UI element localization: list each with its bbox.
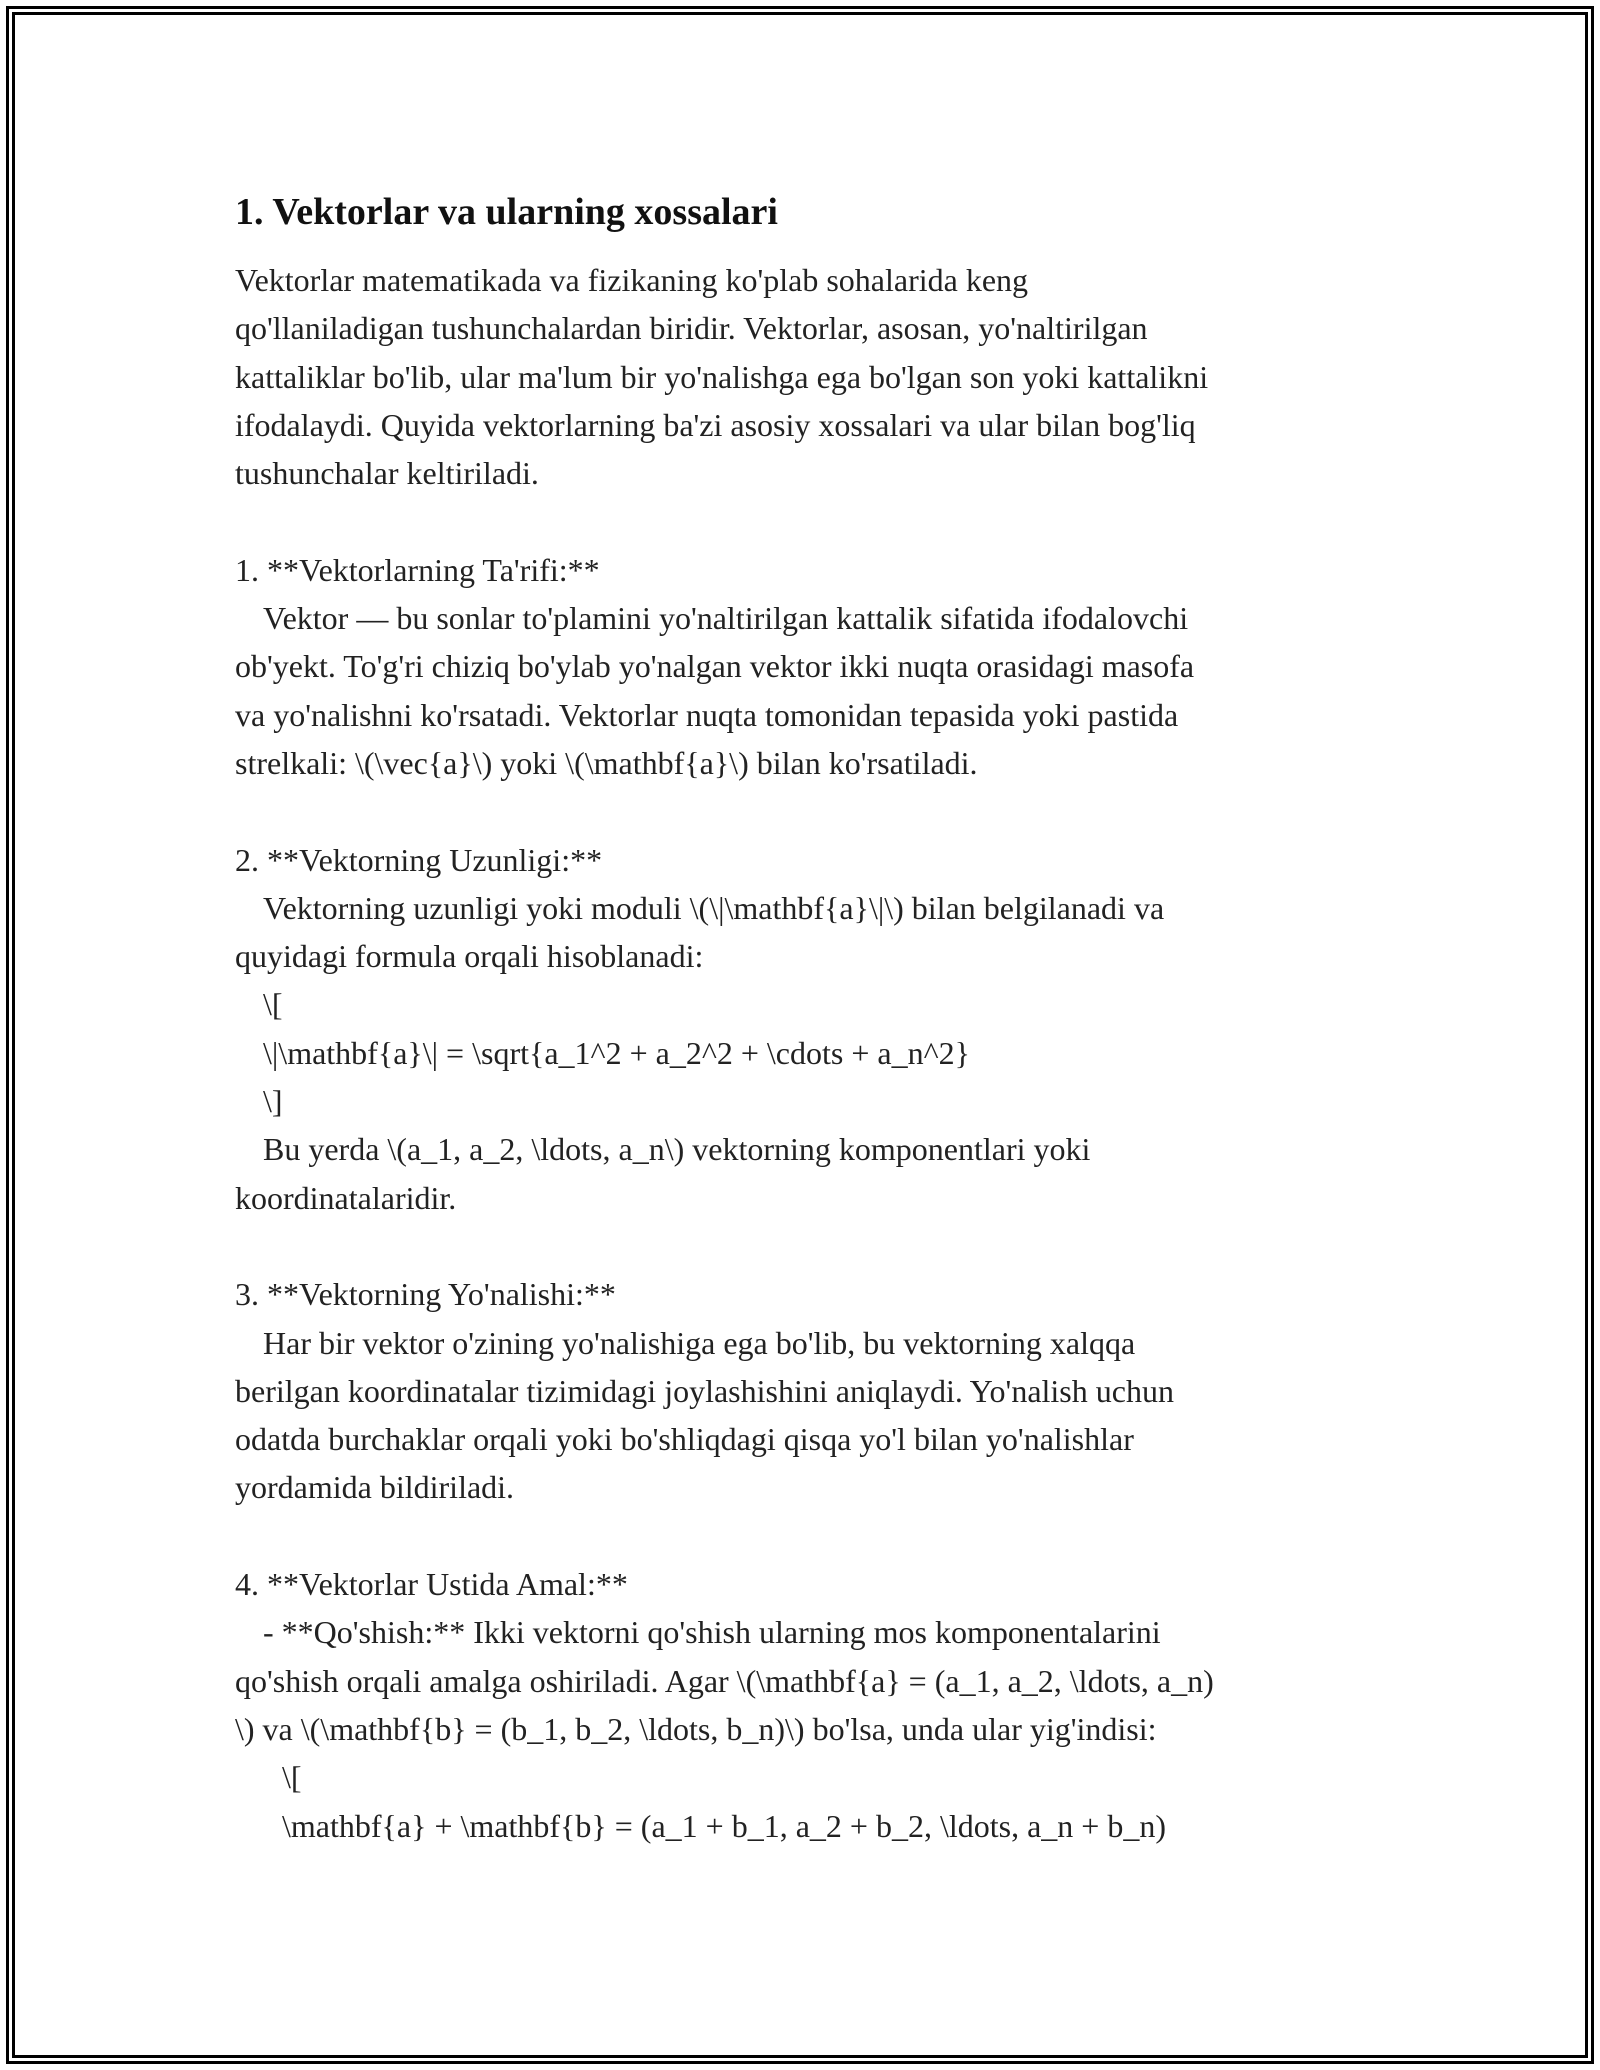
formula-open: \[ bbox=[282, 1759, 302, 1796]
section-line: berilgan koordinatalar tizimidagi joylashishini aniqlaydi. Yo'nalish uchun bbox=[235, 1372, 1174, 1409]
section-line: yordamida bildiriladi. bbox=[235, 1469, 515, 1506]
section-heading: 3. **Vektorning Yo'nalishi:** bbox=[235, 1276, 616, 1313]
section-line: va yo'nalishni ko'rsatadi. Vektorlar nuqta tomonidan tepasida yoki pastida bbox=[235, 696, 1179, 733]
paragraph-spacer bbox=[235, 787, 1375, 835]
intro-line: Vektorlar matematikada va fizikaning ko'plab sohalarida keng bbox=[235, 262, 1029, 298]
section-heading: 4. **Vektorlar Ustida Amal:** bbox=[235, 1566, 628, 1603]
section-line: Har bir vektor o'zining yo'nalishiga ega bo'lib, bu vektorning xalqqa bbox=[263, 1324, 1136, 1361]
section-line: ob'yekt. To'g'ri chiziq bo'ylab yo'nalgan vektor ikki nuqta orasidagi masofa bbox=[235, 648, 1195, 685]
formula-close: \] bbox=[263, 1083, 283, 1120]
section-line: quyidagi formula orqali hisoblanadi: bbox=[235, 938, 704, 975]
intro-line: qo'llaniladigan tushunchalardan biridir. Vektorlar, asosan, yo'naltirilgan bbox=[235, 310, 1148, 347]
document-title: 1. Vektorlar va ularning xossalari bbox=[235, 191, 778, 233]
section-line: strelkali: \(\vec{a}\) yoki \(\mathbf{a}\) bilan ko'rsatiladi. bbox=[235, 744, 978, 781]
intro-line: ifodalaydi. Quyida vektorlarning ba'zi asosiy xossalari va ular bilan bog'liq bbox=[235, 406, 1196, 443]
section-line: Bu yerda \(a_1, a_2, \ldots, a_n\) vektorning komponentlari yoki bbox=[263, 1131, 1091, 1168]
paragraph-spacer bbox=[235, 497, 1375, 545]
section-heading: 2. **Vektorning Uzunligi:** bbox=[235, 841, 603, 878]
formula-line: \|\mathbf{a}\| = \sqrt{a_1^2 + a_2^2 + \cdots + a_n^2} bbox=[263, 1034, 970, 1071]
section-line: Vektorning uzunligi yoki moduli \(\|\mathbf{a}\|\) bilan belgilanadi va bbox=[263, 889, 1165, 926]
paragraph-spacer bbox=[235, 1512, 1375, 1560]
formula-open: \[ bbox=[263, 986, 283, 1023]
section-line: qo'shish orqali amalga oshiriladi. Agar \(\mathbf{a} = (a_1, a_2, \ldots, a_n) bbox=[235, 1662, 1214, 1699]
section-line: koordinatalaridir. bbox=[235, 1179, 457, 1216]
intro-line: tushunchalar keltiriladi. bbox=[235, 455, 539, 492]
section-heading: 1. **Vektorlarning Ta'rifi:** bbox=[235, 551, 600, 588]
section-line: - **Qo'shish:** Ikki vektorni qo'shish ularning mos komponentalarini bbox=[263, 1614, 1161, 1651]
section-line: Vektor — bu sonlar to'plamini yo'naltirilgan kattalik sifatida ifodalovchi bbox=[263, 600, 1189, 637]
section-line: odatda burchaklar orqali yoki bo'shliqdagi qisqa yo'l bilan yo'nalishlar bbox=[235, 1421, 1134, 1458]
section-line: \) va \(\mathbf{b} = (b_1, b_2, \ldots, b_n)\) bo'lsa, unda ular yig'indisi: bbox=[235, 1710, 1157, 1747]
intro-line: kattaliklar bo'lib, ular ma'lum bir yo'nalishga ega bo'lgan son yoki kattalikni bbox=[235, 358, 1209, 395]
document-page bbox=[235, 186, 1375, 1850]
paragraph-spacer bbox=[235, 1222, 1375, 1270]
formula-line: \mathbf{a} + \mathbf{b} = (a_1 + b_1, a_2 + b_2, \ldots, a_n + b_n) bbox=[282, 1807, 1166, 1844]
